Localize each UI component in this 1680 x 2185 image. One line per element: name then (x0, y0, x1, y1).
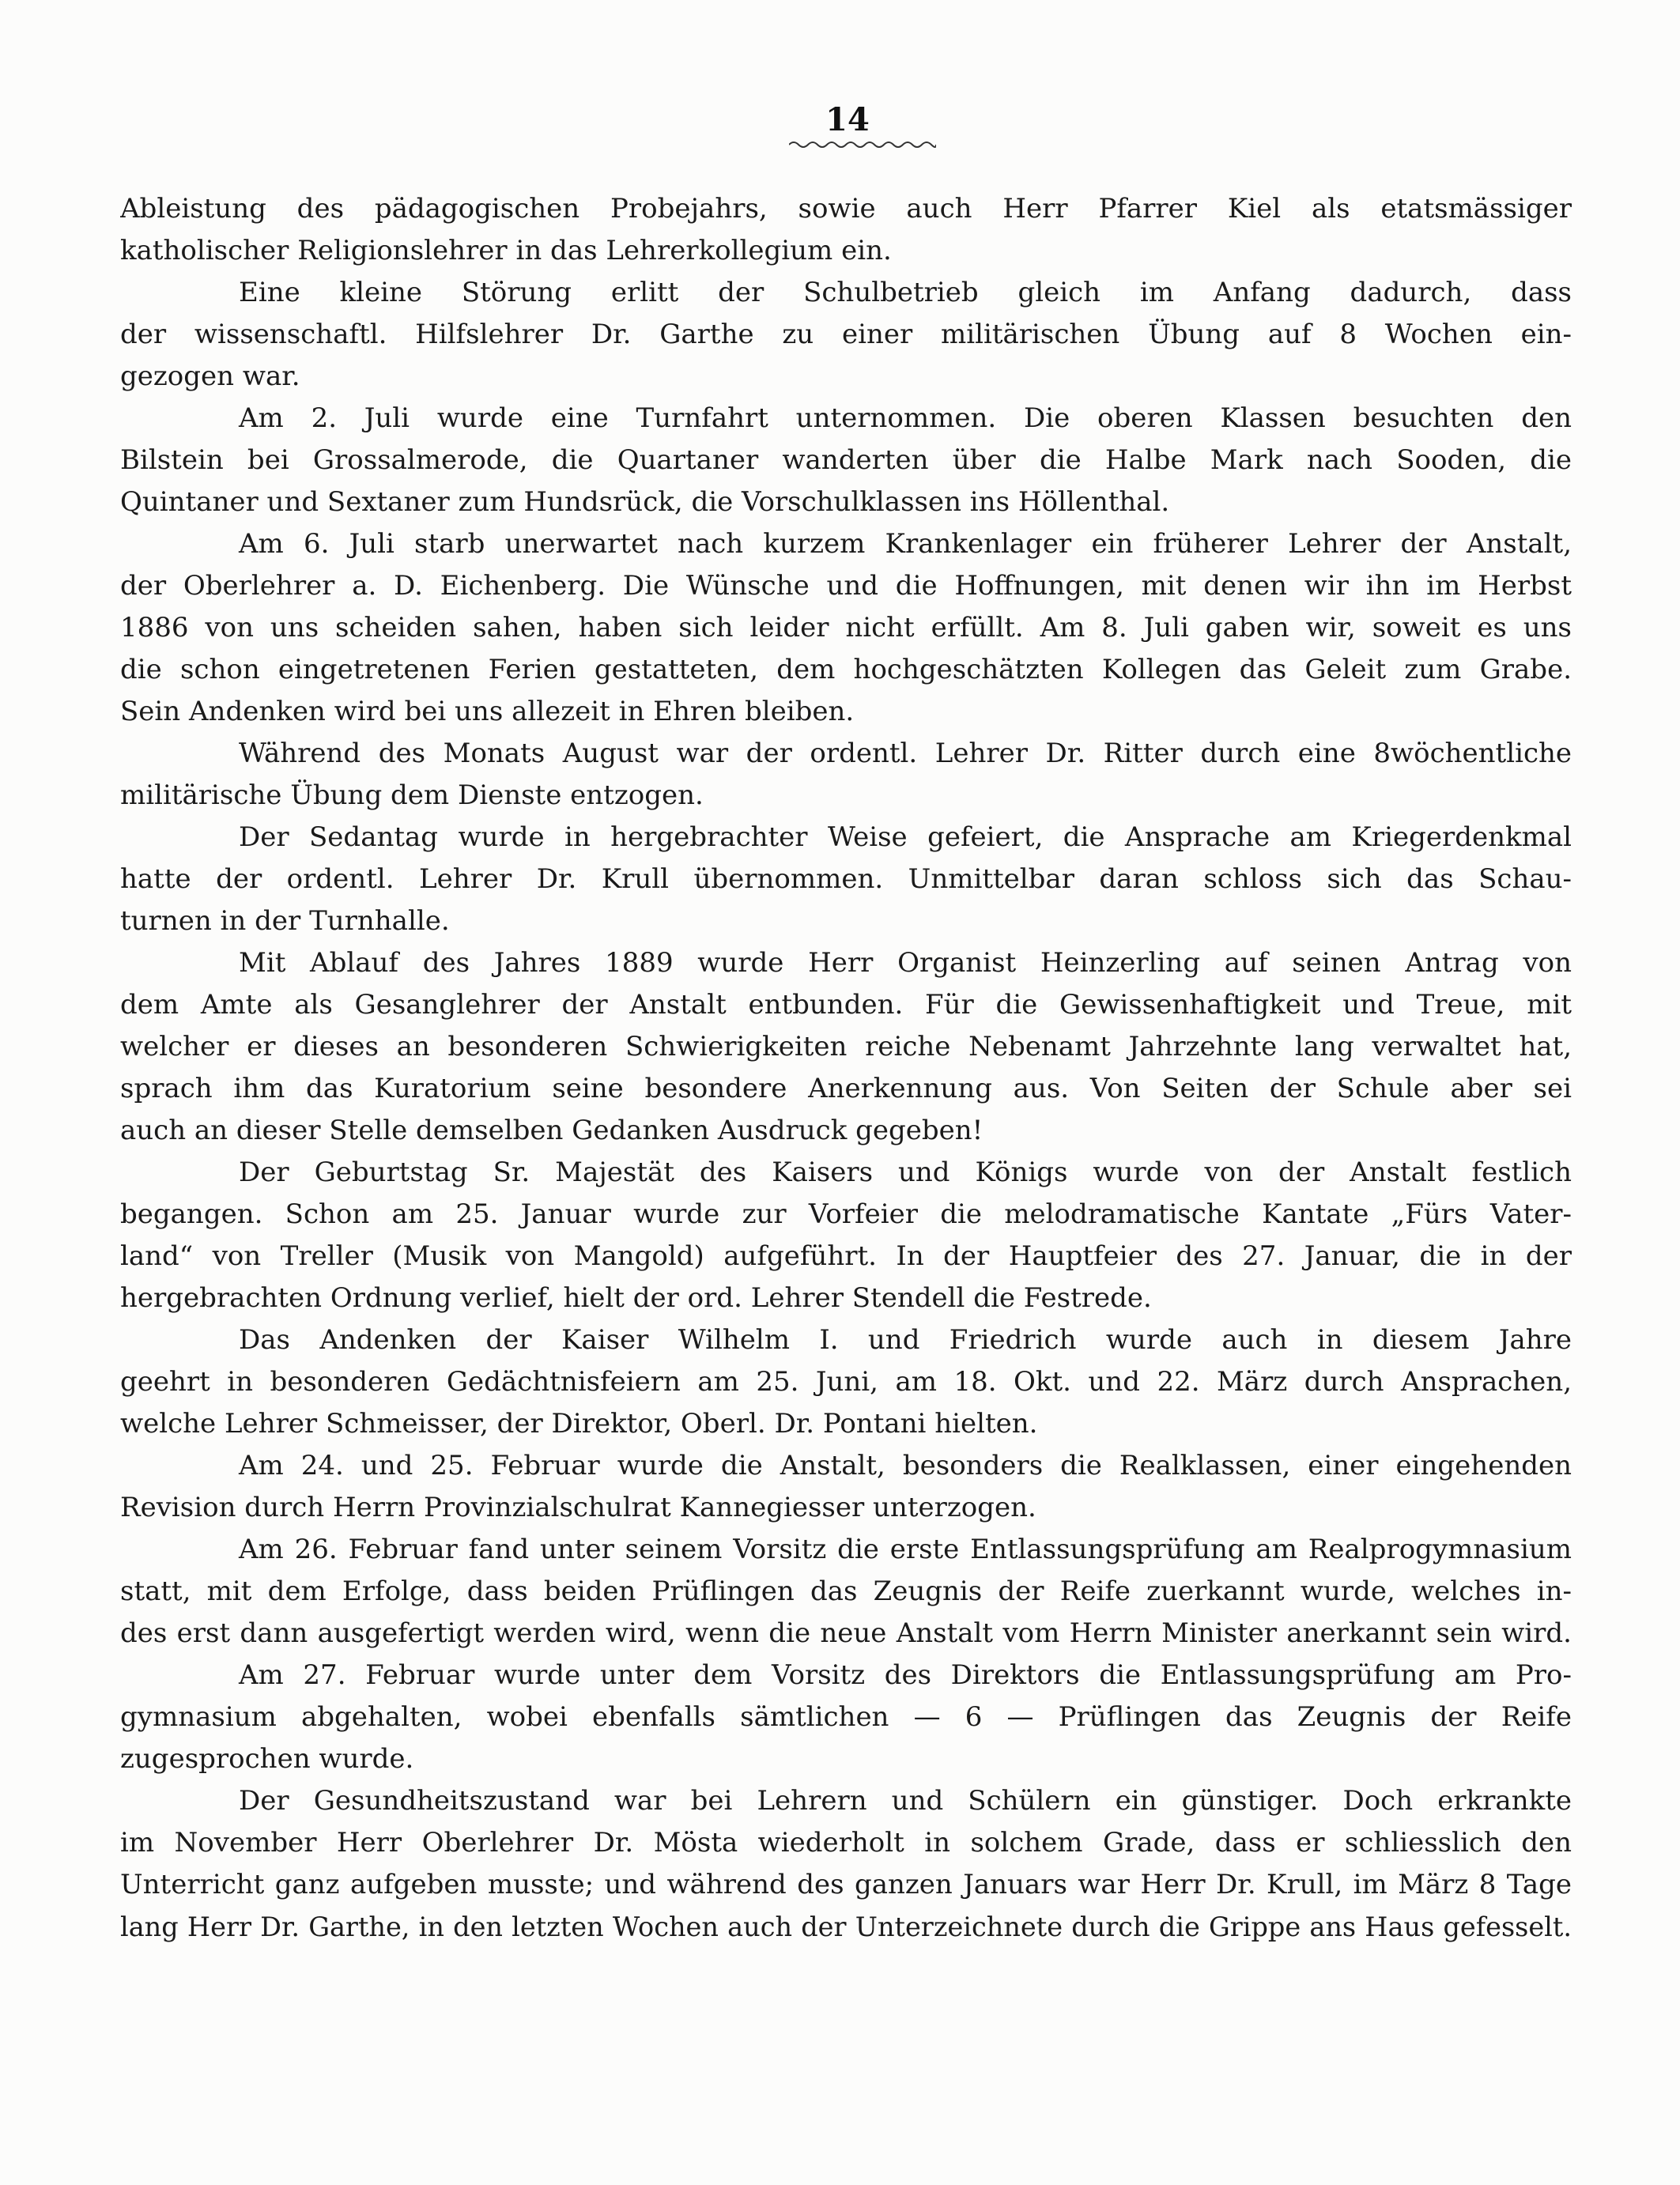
text-line: hergebrachten Ordnung verlief, hielt der ord. Lehrer Stendell die Festrede. (120, 1282, 1152, 1314)
paragraph (120, 817, 1572, 942)
text-line: 1886 von uns scheiden sahen, haben sich leider nicht erfüllt. Am 8. Juli gaben wir, soweit es uns (120, 612, 1572, 643)
text-line: Am 26. Februar fand unter seinem Vorsitz die erste Entlassungsprüfung am Realprogymnasium (239, 1534, 1572, 1565)
text-line: Das Andenken der Kaiser Wilhelm I. und Friedrich wurde auch in diesem Jahre (239, 1324, 1572, 1356)
text-line: im November Herr Oberlehrer Dr. Mösta wiederholt in solchem Grade, dass er schliesslich den (120, 1827, 1572, 1859)
text-line: Am 6. Juli starb unerwartet nach kurzem Krankenlager ein früherer Lehrer der Anstalt, (239, 528, 1572, 560)
paragraph (120, 272, 1572, 398)
text-line: welcher er dieses an besonderen Schwierigkeiten reiche Nebenamt Jahrzehnte lang verwaltet hat, (120, 1031, 1572, 1062)
body-text (120, 188, 1572, 1948)
text-line: katholischer Religionslehrer in das Lehrerkollegium ein. (120, 235, 892, 266)
text-line: welche Lehrer Schmeisser, der Direktor, Oberl. Dr. Pontani hielten. (120, 1408, 1038, 1440)
paragraph (120, 1445, 1572, 1529)
text-line: statt, mit dem Erfolge, dass beiden Prüflingen das Zeugnis der Reife zuerkannt wurde, welches in- (120, 1576, 1572, 1607)
wavy-rule-ornament (789, 139, 936, 150)
paragraph (120, 523, 1572, 733)
text-line: Während des Monats August war der ordentl. Lehrer Dr. Ritter durch eine 8wöchentliche (239, 738, 1572, 769)
text-line: gymnasium abgehalten, wobei ebenfalls sämtlichen — 6 — Prüflingen das Zeugnis der Reife (120, 1701, 1572, 1733)
text-line: auch an dieser Stelle demselben Gedanken Ausdruck gegeben! (120, 1115, 983, 1146)
text-line: Der Gesundheitszustand war bei Lehrern und Schülern ein günstiger. Doch erkrankte (239, 1785, 1572, 1817)
paragraph (120, 398, 1572, 523)
text-line: land“ von Treller (Musik von Mangold) aufgeführt. In der Hauptfeier des 27. Januar, die in der (120, 1240, 1572, 1272)
text-line: Ableistung des pädagogischen Probejahrs, sowie auch Herr Pfarrer Kiel als etatsmässiger (120, 193, 1572, 225)
text-line: Mit Ablauf des Jahres 1889 wurde Herr Organist Heinzerling auf seinen Antrag von (239, 947, 1572, 979)
text-line: Quintaner und Sextaner zum Hundsrück, die Vorschulklassen ins Höllenthal. (120, 486, 1170, 518)
paragraph (120, 942, 1572, 1152)
text-line: begangen. Schon am 25. Januar wurde zur Vorfeier die melodramatische Kantate „Fürs Vater- (120, 1198, 1572, 1230)
text-line: Sein Andenken wird bei uns allezeit in Ehren bleiben. (120, 696, 855, 727)
text-line: dem Amte als Gesanglehrer der Anstalt entbunden. Für die Gewissenhaftigkeit und Treue, mit (120, 989, 1572, 1021)
paragraph (120, 1319, 1572, 1445)
text-line: Eine kleine Störung erlitt der Schulbetrieb gleich im Anfang dadurch, dass (239, 277, 1572, 308)
page-number: 14 (825, 101, 870, 138)
text-line: Revision durch Herrn Provinzialschulrat Kannegiesser unterzogen. (120, 1492, 1036, 1523)
paragraph (120, 1529, 1572, 1655)
text-line: turnen in der Turnhalle. (120, 905, 450, 937)
text-line: Am 2. Juli wurde eine Turnfahrt unternommen. Die oberen Klassen besuchten den (239, 402, 1572, 434)
text-line: militärische Übung dem Dienste entzogen. (120, 779, 704, 811)
text-line: Am 27. Februar wurde unter dem Vorsitz des Direktors die Entlassungsprüfung am Pro- (239, 1659, 1572, 1691)
text-line: Unterricht ganz aufgeben musste; und während des ganzen Januars war Herr Dr. Krull, im März 8 Tage (120, 1869, 1572, 1900)
paragraph (120, 733, 1572, 817)
text-line: gezogen war. (120, 360, 300, 392)
paragraph (120, 1655, 1572, 1780)
text-line: der Oberlehrer a. D. Eichenberg. Die Wünsche und die Hoffnungen, mit denen wir ihn im Herbst (120, 570, 1572, 602)
paragraph (120, 1780, 1572, 1948)
paragraph (120, 188, 1572, 272)
text-line: hatte der ordentl. Lehrer Dr. Krull übernommen. Unmittelbar daran schloss sich das Schau- (120, 863, 1572, 895)
text-line: geehrt in besonderen Gedächtnisfeiern am 25. Juni, am 18. Okt. und 22. März durch Ansprachen, (120, 1366, 1572, 1398)
text-line: die schon eingetretenen Ferien gestatteten, dem hochgeschätzten Kollegen das Geleit zum Grabe. (120, 654, 1572, 685)
text-line: des erst dann ausgefertigt werden wird, wenn die neue Anstalt vom Herrn Minister anerkannt sein wird. (120, 1617, 1572, 1649)
text-line: Der Geburtstag Sr. Majestät des Kaisers und Königs wurde von der Anstalt festlich (239, 1157, 1572, 1188)
text-line: lang Herr Dr. Garthe, in den letzten Wochen auch der Unterzeichnete durch die Grippe ans Haus gefesselt. (120, 1911, 1572, 1942)
paragraph (120, 1152, 1572, 1319)
text-line: Bilstein bei Grossalmerode, die Quartaner wanderten über die Halbe Mark nach Sooden, die (120, 444, 1572, 476)
text-line: Der Sedantag wurde in hergebrachter Weise gefeiert, die Ansprache am Kriegerdenkmal (239, 821, 1572, 853)
text-line: Am 24. und 25. Februar wurde die Anstalt, besonders die Realklassen, einer eingehenden (239, 1450, 1572, 1481)
text-line: der wissenschaftl. Hilfslehrer Dr. Garthe zu einer militärischen Übung auf 8 Wochen ein- (120, 319, 1572, 350)
text-line: sprach ihm das Kuratorium seine besondere Anerkennung aus. Von Seiten der Schule aber sei (120, 1073, 1572, 1104)
text-line: zugesprochen wurde. (120, 1743, 414, 1775)
